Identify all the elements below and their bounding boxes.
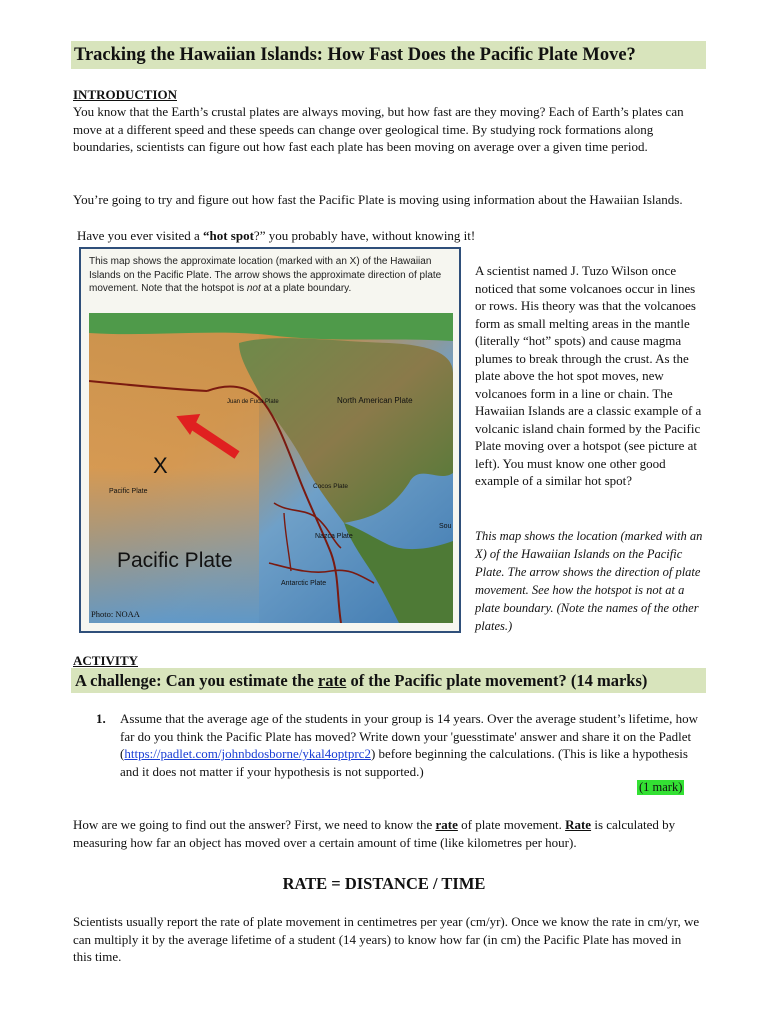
challenge-rate-term: rate <box>317 671 347 690</box>
rate-equation: RATE = DISTANCE / TIME <box>282 874 486 893</box>
challenge-text-post: of the Pacific plate movement? (14 marks) <box>346 671 648 690</box>
rate-term-2: Rate <box>565 817 592 832</box>
question-1-mark: (1 mark) <box>639 780 683 794</box>
map-caption-emphasis: not <box>246 283 261 294</box>
intro-paragraph-2: You’re going to try and figure out how fast the Pacific Plate is moving using information about the Hawaiian Islands. <box>73 192 683 207</box>
cocos-plate-label: Cocos Plate <box>313 483 349 490</box>
pacific-ocean-shading <box>89 313 259 623</box>
antarctic-plate-label: Antarctic Plate <box>281 580 327 587</box>
question-1-number: 1. <box>96 711 106 726</box>
juan-de-fuca-plate-label: Juan de Fuca Plate <box>227 399 279 405</box>
activity-heading: ACTIVITY <box>73 653 139 668</box>
intro-paragraph-3 <box>77 227 705 245</box>
padlet-link[interactable]: https://padlet.com/johnbdosborne/ykal4optprc2 <box>124 746 371 761</box>
map-caption <box>89 255 449 296</box>
hotspot-x-marker: X <box>153 453 168 478</box>
hotspot-question-pre: Have you ever visited a <box>77 228 203 243</box>
rate-explanation-a: How are we going to find out the answer? First, we need to know the <box>73 817 436 832</box>
hotspot-term: “hot spot <box>202 228 254 243</box>
challenge-heading <box>71 668 706 693</box>
question-1-text <box>120 710 708 780</box>
pacific-plate-label: Pacific Plate <box>117 549 233 572</box>
hotspot-question-post: ?” you probably have, without knowing it! <box>253 228 476 243</box>
question-1-text-post: ) before beginning the calculations. (This is like a hypothesis and it does not matter if your hypothesis is not supported.) <box>120 746 688 779</box>
rate-term-1: rate <box>435 817 458 832</box>
challenge-text-pre: A challenge: Can you estimate the <box>75 671 318 690</box>
south-american-plate-label: Sou <box>439 523 452 530</box>
wilson-theory-text: A scientist named J. Tuzo Wilson once noticed that some volcanoes occur in lines or rows. His theory was that the volcanoes form as small melting areas in the mantle (literally “hot” spots) and cause magma plumes to break through the crust. As the plate above the hot spot moves, new volcanoes form in a line or chain. The Hawaiian Islands are a classic example of a volcanic island chain formed by the Pacific Plate moving over a hotspot (see picture at left). You must know one other good example of a similar hot spot? <box>475 263 702 488</box>
plate-map-figure <box>79 247 461 633</box>
map-description-italic: This map shows the location (marked with an X) of the Hawaiian Islands on the Pacific Plate. The arrow shows the direction of plate movement. See how the hotspot is not at a plate boundary. (Note the names of the other plates.) <box>475 529 703 633</box>
intro-paragraph-1: You know that the Earth’s crustal plates are always moving, but how fast are they moving? Each of Earth’s plates can move at a different speed and these speeds can change over geological time. By studying rock formations along boundaries, scientists can figure out how fast each plate has been moving on average over a given time period. <box>73 104 684 154</box>
rate-explanation-c: is calculated by measuring how far an object has moved over a certain amount of time (like kilometres per hour). <box>73 817 676 850</box>
plate-map-graphic <box>89 313 453 623</box>
north-american-plate-label: North American Plate <box>337 396 413 405</box>
rate-explanation <box>73 816 701 851</box>
map-caption-text-b: at a plate boundary. <box>260 283 352 294</box>
nazca-plate-label: Nazca Plate <box>315 533 353 540</box>
rate-units-paragraph: Scientists usually report the rate of plate movement in centimetres per year (cm/yr). Once we know the rate in cm/yr, we can multiply it by the average lifetime of a student (14 years) to know how far (in cm) the Pacific Plate has moved in this time. <box>73 914 700 964</box>
photo-credit: Photo: NOAA <box>91 608 140 619</box>
plate-map <box>89 313 453 623</box>
question-1-text-pre: Assume that the average age of the students in your group is 14 years. Over the average student’s lifetime, how far do you think the Pacific Plate has moved? Write down your 'guesstimate' answer and share it on the Padlet ( <box>120 711 698 761</box>
page-title: Tracking the Hawaiian Islands: How Fast Does the Pacific Plate Move? <box>71 41 706 69</box>
introduction-heading: INTRODUCTION <box>73 87 178 102</box>
pacific-plate-small-label: Pacific Plate <box>109 488 148 495</box>
map-caption-text-a: This map shows the approximate location (marked with an X) of the Hawaiian Islands on the Pacific Plate. The arrow shows the approximate direction of plate movement. Note that the hotspot is <box>89 256 442 294</box>
rate-explanation-b: of plate movement. <box>457 817 566 832</box>
